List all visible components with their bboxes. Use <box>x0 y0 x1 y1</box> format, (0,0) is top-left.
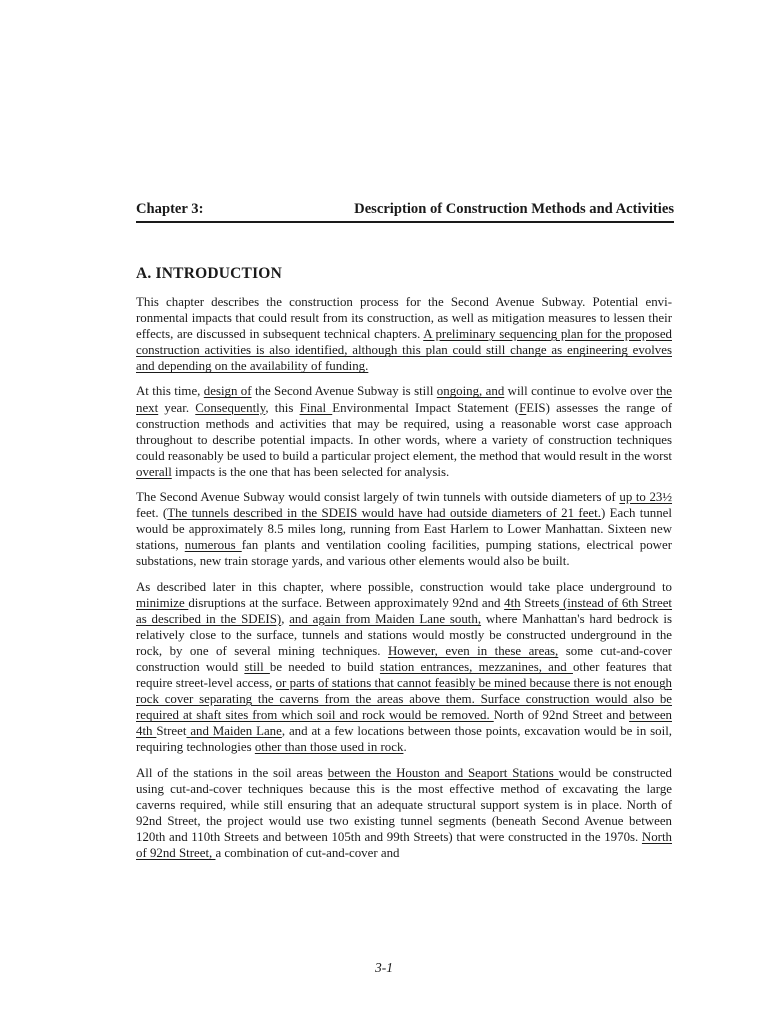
underlined-text: (instead of 6th Street as described in the SDEIS) <box>136 595 673 626</box>
text-run: , <box>281 611 290 626</box>
text-run: , and at a few locations between those points, excavation would be in soil, requiring technologies <box>136 724 673 755</box>
text-run: other features that require street-level access, <box>136 659 672 691</box>
text-run: impacts is the one that has been selected for analysis. <box>171 464 450 479</box>
underlined-text: minimize <box>136 595 189 610</box>
text-run: . <box>403 740 407 755</box>
underlined-text: the next <box>136 384 673 415</box>
underlined-text: between 4th <box>136 708 672 739</box>
text-run: disruptions at the surface. Between approximately 92nd and <box>188 595 505 610</box>
underlined-text: 4th <box>504 595 521 610</box>
underlined-text: between the Houston and Seaport Stations <box>327 765 559 780</box>
text-run: At this time, <box>136 384 204 399</box>
text-run: This chapter describes the construction process for the Second Avenue Subway. Potential envi- ronmental impacts that could result from its construction, as well as mitigation measures to lessen their effects, are discussed in subsequent technical chapters. <box>136 295 672 342</box>
paragraph <box>136 294 672 374</box>
text-run: Streets <box>520 595 560 610</box>
underlined-text: up to 23½ <box>619 490 673 505</box>
text-run: will continue to evolve over <box>504 384 657 399</box>
text-run: the Second Avenue Subway is still <box>251 384 437 399</box>
paragraph <box>136 765 672 862</box>
paragraph <box>136 383 672 480</box>
page-header <box>136 199 674 223</box>
underlined-text: Final <box>299 400 333 415</box>
underlined-text: or parts of stations that cannot feasibly be mined because there is not enough rock cover separating the caverns from the areas above them. Surface construction would also be required at shaft sites from which soil and rock would be removed. <box>136 676 672 723</box>
text-run: All of the stations in the soil areas <box>136 765 328 780</box>
text-run: Environmental Impact Statement ( <box>332 400 520 415</box>
text-run: fan plants and ventilation cooling facilities, pumping stations, electrical power substations, new train storage yards, and various other elements would also be built. <box>136 538 673 569</box>
chapter-label: Chapter 3: <box>136 201 204 217</box>
underlined-text: The tunnels described in the SDEIS would have had outside diameters of 21 feet. <box>167 506 601 521</box>
text-run: a combination of cut-and-cover and <box>215 846 400 860</box>
text-run: , this <box>265 400 300 415</box>
page-number: 3-1 <box>375 960 393 975</box>
underlined-text: and Maiden Lane <box>186 724 282 739</box>
text-run: year. <box>158 400 196 415</box>
paragraph <box>136 489 672 569</box>
underlined-text: station entrances, mezzanines, and <box>379 659 573 674</box>
underlined-text: Consequently <box>195 400 266 415</box>
text-run: some cut-and-cover construction would <box>136 643 672 674</box>
chapter-title: Description of Construction Methods and Activities <box>354 201 674 217</box>
text-run: EIS) assesses the range of construction methods and activities that may be required, using a reasonable worst case approach throughout to describe potential impacts. In other words, where a variety of construction techniques could reasonably be used to build a particular project element, the method that would result in the worst <box>136 400 672 463</box>
text-run: North of 92nd Street and <box>493 708 630 723</box>
underlined-text: overall <box>136 464 172 479</box>
text-run: would be constructed using cut-and-cover techniques because this is the most effective method of excavating the large caverns required, while still ensuring that an adequate structural support system is in place. North of 92nd Street, the project would use two existing tunnel segments (beneath Second Avenue between 120th and 110th Streets and between 105th and 99th Streets) that were constructed in the 1970s. <box>136 765 673 844</box>
underlined-text: design of <box>203 384 252 399</box>
text-run: ) Each tunnel would be approximately 8.5 miles long, running from East Harlem to Lower Manhattan. Sixteen new stations, <box>136 506 672 553</box>
text-run: The Second Avenue Subway would consist largely of twin tunnels with outside diameters of <box>136 490 620 505</box>
paragraph <box>136 579 672 756</box>
underlined-text: However, even in these areas, <box>387 643 559 658</box>
underlined-text: and again from Maiden Lane south, <box>289 611 482 626</box>
underlined-text: still <box>244 659 270 674</box>
text-run: where Manhattan's hard bedrock is relatively close to the surface, tunnels and stations would mostly be constructed underground in the rock, by one of several mining techniques. <box>136 611 672 658</box>
underlined-text: F <box>519 400 527 415</box>
underlined-text: ongoing, and <box>436 384 505 399</box>
underlined-text: A preliminary sequencing plan for the proposed construction activities is also identified, although this plan could still change as engineering evolves and depending on the availability of funding. <box>136 327 672 374</box>
section-heading: A. INTRODUCTION <box>136 265 282 282</box>
body-text <box>136 294 672 870</box>
text-run: be needed to build <box>269 659 380 674</box>
underlined-text: numerous <box>184 538 242 553</box>
text-run: feet. ( <box>136 506 168 521</box>
underlined-text: other than those used in rock <box>254 740 404 755</box>
text-run: Street <box>156 724 187 739</box>
text-run: As described later in this chapter, where possible, construction would take place underground to <box>136 579 672 594</box>
underlined-text: North of 92nd Street, <box>136 829 672 860</box>
